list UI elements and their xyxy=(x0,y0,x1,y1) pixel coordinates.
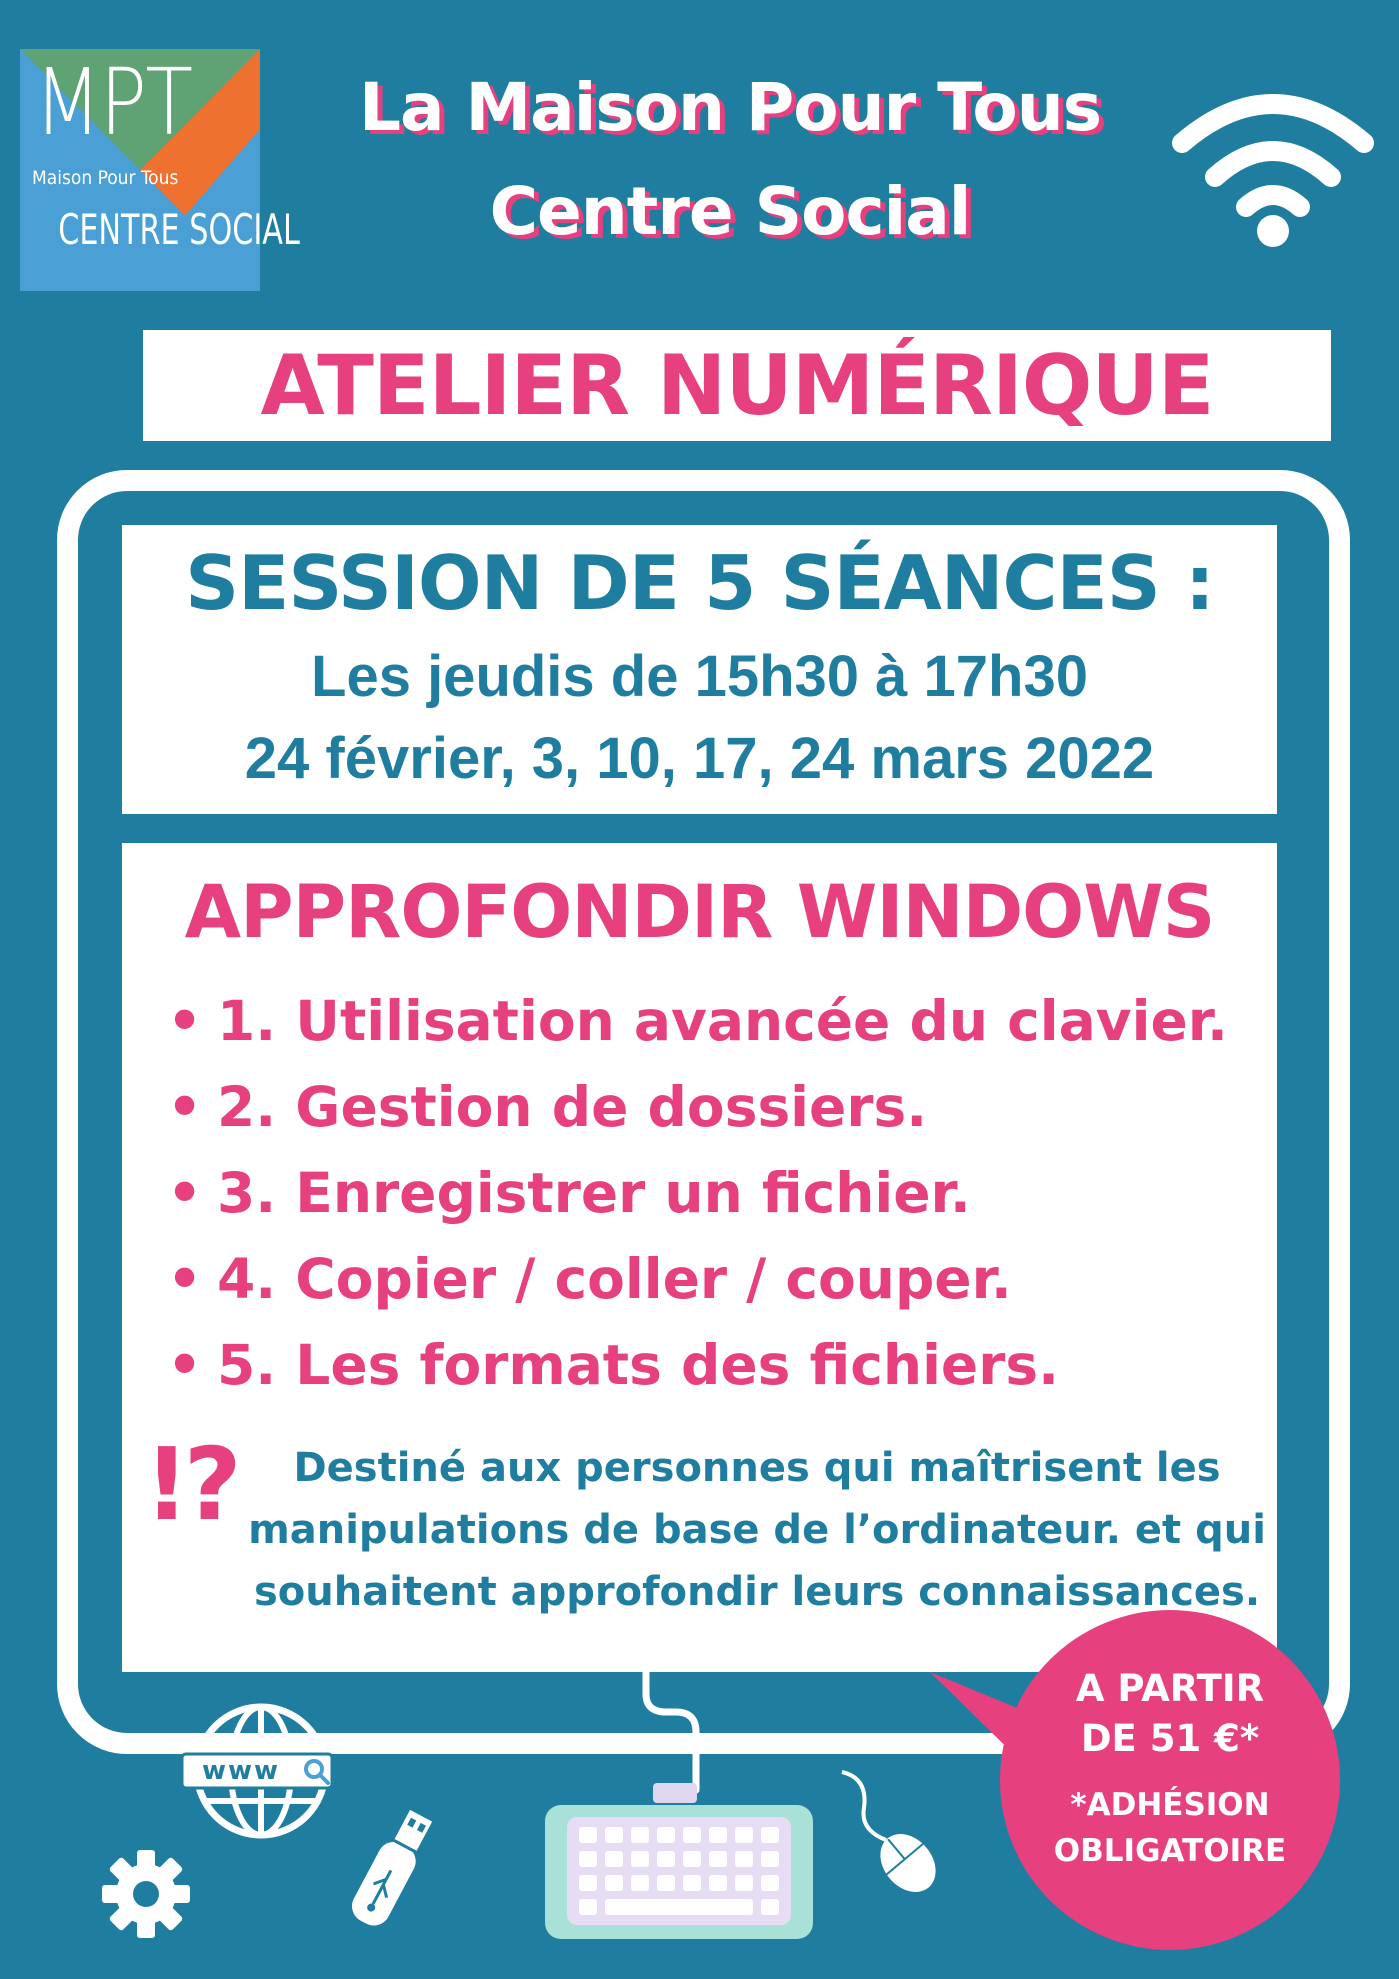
logo-centre-social: CENTRE SOCIAL xyxy=(58,205,300,254)
header-title-line1: La Maison Pour Tous xyxy=(358,69,1102,146)
usb-stick-icon xyxy=(340,1800,440,1940)
keyboard-icon xyxy=(545,1783,815,1943)
logo-subtitle: Maison Pour Tous xyxy=(32,167,179,189)
audience-note-line3: souhaitent approfondir leurs connaissances. xyxy=(253,1569,1261,1615)
session-title: SESSION DE 5 SÉANCES : xyxy=(185,539,1214,627)
bullet: • xyxy=(167,1161,203,1225)
mpt-logo xyxy=(20,49,300,291)
session-panel xyxy=(122,525,1277,814)
logo-initials: MPT xyxy=(34,49,192,156)
program-item-text: 4. Copier / coller / couper. xyxy=(217,1247,1012,1311)
bullet: • xyxy=(167,989,203,1053)
list-item xyxy=(167,1236,1228,1322)
www-label: www xyxy=(201,1756,281,1786)
wifi-icon xyxy=(1170,85,1376,255)
program-item-text: 2. Gestion de dossiers. xyxy=(217,1075,928,1139)
price-line3: *ADHÉSION xyxy=(1070,1787,1270,1823)
program-list xyxy=(167,978,1228,1408)
price-line4: OBLIGATOIRE xyxy=(1053,1833,1287,1869)
gear-icon xyxy=(100,1848,192,1940)
bullet: • xyxy=(167,1333,203,1397)
atelier-title: ATELIER NUMÉRIQUE xyxy=(143,330,1331,441)
header-title xyxy=(290,56,1170,264)
session-dates: 24 février, 3, 10, 17, 24 mars 2022 xyxy=(244,726,1155,791)
header-title-line2: Centre Social xyxy=(489,173,971,250)
audience-note-line1: Destiné aux personnes qui maîtrisent les xyxy=(293,1445,1221,1491)
price-line1: A PARTIR xyxy=(1075,1667,1265,1710)
price-line2: DE 51 €* xyxy=(1080,1717,1260,1760)
list-item xyxy=(167,1064,1228,1150)
program-title: APPROFONDIR WINDOWS xyxy=(184,870,1215,955)
list-item xyxy=(167,1150,1228,1236)
price-text xyxy=(1000,1664,1340,1874)
program-panel xyxy=(122,843,1277,1672)
list-item xyxy=(167,978,1228,1064)
audience-note-line2: manipulations de base de l’ordinateur. et qui xyxy=(248,1507,1266,1553)
program-item-text: 1. Utilisation avancée du clavier. xyxy=(217,989,1228,1053)
bullet: • xyxy=(167,1075,203,1139)
cable-icon xyxy=(630,1672,710,1792)
audience-note xyxy=(242,1437,1272,1623)
program-item-text: 3. Enregistrer un fichier. xyxy=(217,1161,971,1225)
exclamation-question-icon: !? xyxy=(144,1426,236,1543)
list-item xyxy=(167,1322,1228,1408)
program-item-text: 5. Les formats des fichiers. xyxy=(217,1333,1059,1397)
session-schedule: Les jeudis de 15h30 à 17h30 xyxy=(311,644,1088,709)
bullet: • xyxy=(167,1247,203,1311)
